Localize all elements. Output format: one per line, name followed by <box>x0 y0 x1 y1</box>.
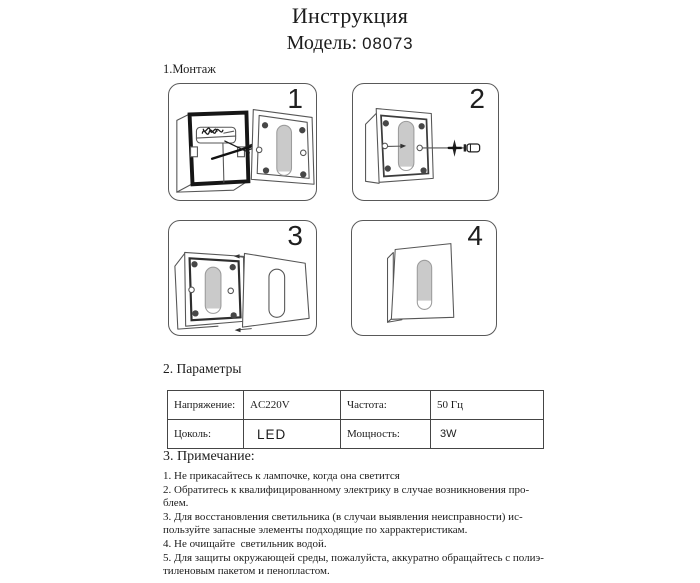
section-heading-montage: 1.Монтаж <box>163 62 216 76</box>
model-label: Модель: <box>286 32 358 54</box>
note-line: 2. Обратитесь к квалифицированному электрику в случае возникновения про- <box>163 483 530 496</box>
table-row <box>168 420 544 449</box>
step-1-panel <box>168 83 317 201</box>
note-line: 1. Не прикасайтесь к лампочке, когда она светится <box>163 470 400 482</box>
frequency-value: 50 Гц <box>431 391 544 420</box>
note-line: тиленовым пакетом и пенопластом. <box>163 565 330 578</box>
step-number: 2 <box>469 83 485 114</box>
power-label: Мощность: <box>341 420 431 449</box>
model-line <box>0 32 700 55</box>
parameters-table <box>167 390 544 449</box>
step-number: 4 <box>467 220 483 251</box>
step-number: 1 <box>287 83 303 114</box>
note-line: 5. Для защиты окружающей среды, пожалуйста, аккуратно обращайтесь с полиэ- <box>163 551 544 564</box>
step-number: 3 <box>287 220 303 251</box>
note-line: пользуйте запасные элементы подходящие по харрактеристикам. <box>163 524 468 537</box>
step-3-panel <box>168 220 317 336</box>
step-2-panel <box>352 83 499 201</box>
page-title: Инструкция <box>291 3 409 28</box>
frequency-label: Частота: <box>341 391 431 420</box>
model-number: 08073 <box>362 34 414 53</box>
base-value: LED <box>244 420 341 449</box>
notes-text <box>163 470 544 579</box>
section-heading-notes: 3. Примечание: <box>163 449 255 464</box>
voltage-value: AC220V <box>244 391 341 420</box>
note-line: 4. Не очищайте светильник водой. <box>163 537 327 550</box>
table-row <box>168 391 544 420</box>
note-line: блем. <box>163 497 189 510</box>
power-value: 3W <box>431 420 544 449</box>
step-4-panel <box>351 220 497 336</box>
section-heading-parameters: 2. Параметры <box>163 361 242 376</box>
base-label: Цоколь: <box>168 420 244 449</box>
voltage-label: Напряжение: <box>168 391 244 420</box>
note-line: 3. Для восстановления светильника (в случаи выявления неисправности) ис- <box>163 510 523 523</box>
